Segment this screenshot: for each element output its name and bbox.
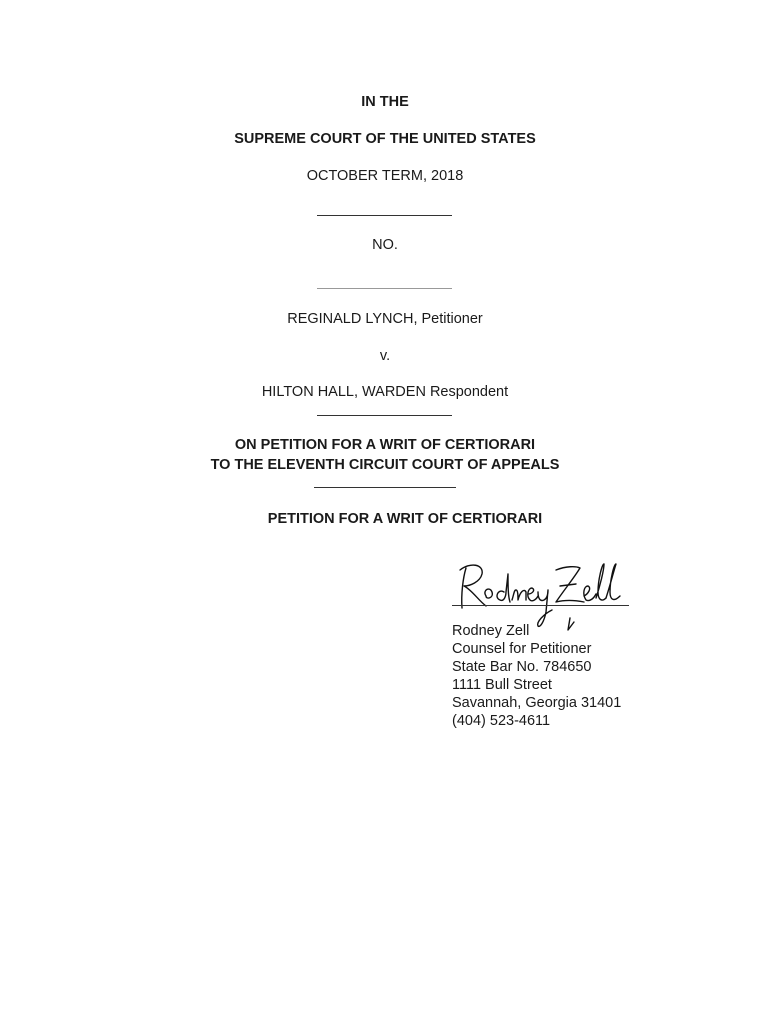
petition-line-2: TO THE ELEVENTH CIRCUIT COURT OF APPEALS bbox=[210, 457, 560, 473]
signature-line bbox=[452, 605, 629, 606]
case-number: NO. bbox=[372, 237, 398, 253]
counsel-role: Counsel for Petitioner bbox=[452, 641, 592, 657]
divider bbox=[314, 487, 456, 488]
counsel-name: Rodney Zell bbox=[452, 623, 530, 639]
versus: v. bbox=[379, 348, 391, 364]
street-address: 1111 Bull Street bbox=[452, 677, 552, 693]
divider bbox=[317, 415, 452, 416]
respondent: HILTON HALL, WARDEN Respondent bbox=[261, 384, 509, 400]
document-title: PETITION FOR A WRIT OF CERTIORARI bbox=[267, 511, 543, 527]
petition-line-1: ON PETITION FOR A WRIT OF CERTIORARI bbox=[234, 437, 536, 453]
bar-number: State Bar No. 784650 bbox=[452, 659, 592, 675]
divider bbox=[317, 215, 452, 216]
divider bbox=[317, 288, 452, 289]
counsel-block bbox=[452, 622, 621, 730]
petitioner: REGINALD LYNCH, Petitioner bbox=[287, 311, 483, 327]
in-the-heading: IN THE bbox=[361, 94, 409, 110]
city-state-zip: Savannah, Georgia 31401 bbox=[452, 695, 622, 711]
term: OCTOBER TERM, 2018 bbox=[306, 168, 464, 184]
phone-number: (404) 523-4611 bbox=[452, 713, 551, 729]
court-name: SUPREME COURT OF THE UNITED STATES bbox=[234, 131, 536, 147]
